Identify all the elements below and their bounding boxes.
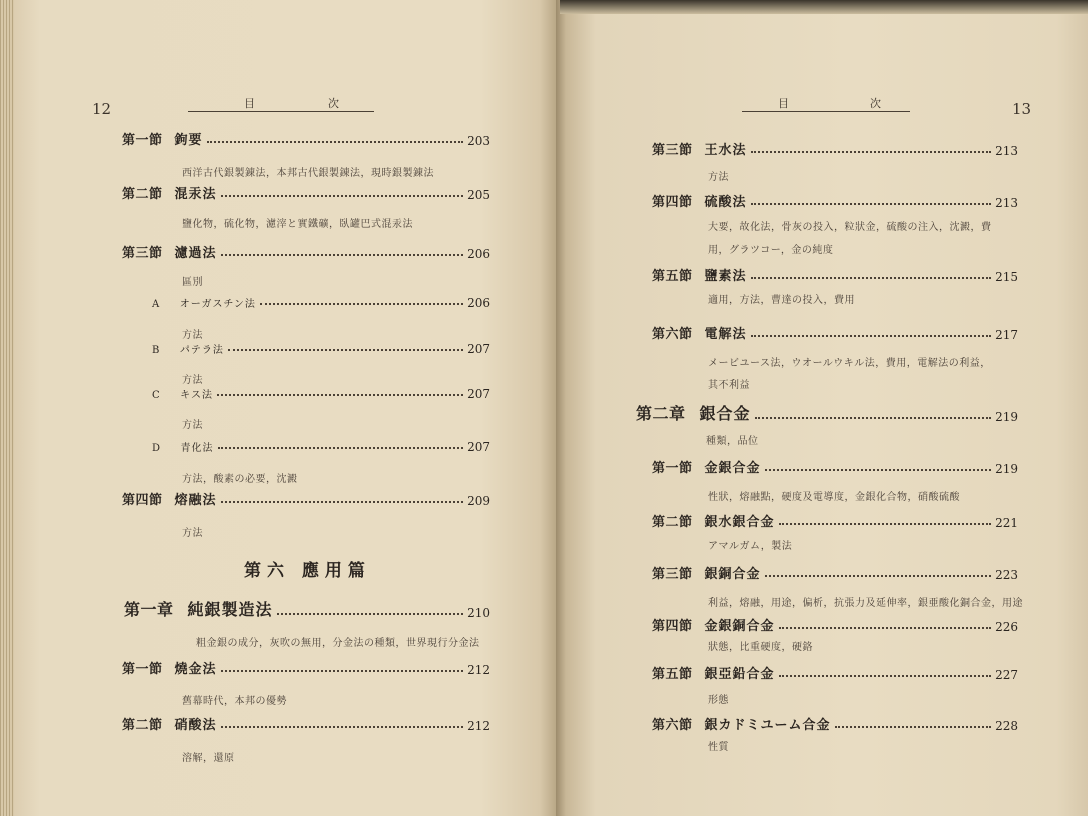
toc-entry-sub <box>152 432 490 454</box>
toc-entry-sec <box>652 320 1018 342</box>
toc-entry-chap <box>124 598 490 620</box>
entry-title: 鉤要 <box>174 133 203 148</box>
entry-note: 方法 <box>182 528 203 539</box>
toc-entry-sub <box>152 288 490 310</box>
entry-page-number: 203 <box>467 134 490 148</box>
entry-title: 青化法 <box>180 443 214 454</box>
entry-title: パテラ法 <box>179 345 224 356</box>
part-title: 第六 應用篇 <box>244 561 371 581</box>
entry-title: 銀合金 <box>699 404 751 423</box>
entry-page-number: 223 <box>995 568 1018 582</box>
toc-entry-sec <box>652 711 1018 733</box>
leader-dots <box>260 303 463 305</box>
entry-note: 粗金銀の成分，灰吹の無用，分金法の種類，世界現行分金法 <box>196 638 480 649</box>
leader-dots <box>218 447 464 449</box>
leader-dots <box>765 575 992 577</box>
leader-dots <box>835 726 992 728</box>
entry-note: 西洋古代銀製錬法，本邦古代銀製錬法，現時銀製錬法 <box>182 168 434 179</box>
entry-note: 大要，故化法，骨灰の投入，粒狀金，硫酸の注入，沈澱，費 <box>708 222 992 233</box>
entry-title: オーガスチン法 <box>179 299 256 310</box>
entry-note: 適用，方法，曹達の投入，費用 <box>708 295 855 306</box>
entry-title: 硝酸法 <box>174 718 217 733</box>
entry-note: 方法，酸素の必要，沈澱 <box>182 474 298 485</box>
toc-entry-sec <box>122 126 490 148</box>
entry-title: 銀銅合金 <box>704 567 761 582</box>
entry-title: 銀亞鉛合金 <box>704 667 775 682</box>
leader-dots <box>221 670 464 672</box>
entry-note: 性狀，熔融點，硬度及電導度，金銀化合物，硝酸硫酸 <box>708 492 960 503</box>
entry-note: 方法 <box>182 420 203 431</box>
entry-label: B <box>152 345 160 356</box>
toc-entry-sec <box>122 711 490 733</box>
entry-page-number: 221 <box>995 516 1018 530</box>
entry-page-number: 205 <box>467 188 490 202</box>
entry-page-number: 207 <box>467 387 490 401</box>
entry-title: 濾過法 <box>174 246 217 261</box>
leader-dots <box>751 335 992 337</box>
entry-title: 熔融法 <box>174 493 217 508</box>
entry-label: 第五節 <box>652 667 693 682</box>
entry-label: 第二節 <box>122 187 163 202</box>
entry-page-number: 228 <box>995 719 1018 733</box>
toc-entry-sub <box>152 334 490 356</box>
leader-dots <box>779 523 992 525</box>
entry-page-number: 217 <box>995 328 1018 342</box>
running-head-char: 次 <box>870 97 881 110</box>
entry-page-number: 210 <box>467 606 490 620</box>
entry-note: 種類，品位 <box>706 436 759 447</box>
entry-label: 第三節 <box>652 143 693 158</box>
entry-note: 溶解，還原 <box>182 753 235 764</box>
entry-page-number: 206 <box>467 247 490 261</box>
entry-note: 其不利益 <box>708 380 750 391</box>
entry-page-number: 219 <box>995 410 1018 424</box>
page-edges <box>0 0 14 816</box>
entry-note: 方法 <box>182 330 203 341</box>
entry-title: 銀水銀合金 <box>704 515 775 530</box>
leader-dots <box>221 195 464 197</box>
running-head-right <box>742 95 910 112</box>
leader-dots <box>221 726 464 728</box>
page-number-right: 13 <box>1012 100 1032 118</box>
entry-label: 第五節 <box>652 269 693 284</box>
running-head-char: 目 <box>244 97 255 110</box>
entry-title: 混汞法 <box>174 187 217 202</box>
entry-page-number: 212 <box>467 719 490 733</box>
leader-dots <box>207 141 464 143</box>
entry-label: 第一節 <box>122 662 163 677</box>
entry-page-number: 219 <box>995 462 1018 476</box>
toc-entry-sec <box>652 508 1018 530</box>
entry-label: 第二節 <box>122 718 163 733</box>
leader-dots <box>779 675 992 677</box>
page-number-left: 12 <box>92 100 112 118</box>
entry-label: 第二節 <box>652 515 693 530</box>
entry-label: 第一節 <box>122 133 163 148</box>
entry-note: 方法 <box>182 375 203 386</box>
entry-note: 舊幕時代，本邦の優勢 <box>182 696 287 707</box>
toc-entry-sec <box>652 660 1018 682</box>
entry-page-number: 213 <box>995 144 1018 158</box>
right-page <box>556 0 1088 816</box>
running-head-char: 次 <box>328 97 339 110</box>
leader-dots <box>221 254 464 256</box>
entry-page-number: 209 <box>467 494 490 508</box>
leader-dots <box>755 417 992 419</box>
entry-page-number: 213 <box>995 196 1018 210</box>
entry-label: 第六節 <box>652 327 693 342</box>
entry-title: 燒金法 <box>174 662 217 677</box>
entry-label: 第四節 <box>122 493 163 508</box>
entry-title: 硫酸法 <box>704 195 747 210</box>
entry-label: 第一節 <box>652 461 693 476</box>
leader-dots <box>751 203 992 205</box>
entry-note: 性質 <box>708 742 729 753</box>
toc-entry-sec <box>652 612 1018 634</box>
entry-label: 第三節 <box>652 567 693 582</box>
entry-label: 第四節 <box>652 195 693 210</box>
entry-page-number: 212 <box>467 663 490 677</box>
entry-note: 鹽化物，硫化物，濾滓と實鐵礦，臥罐巴式混汞法 <box>182 219 413 230</box>
leader-dots <box>765 469 992 471</box>
entry-title: 王水法 <box>704 143 747 158</box>
top-shadow <box>560 0 1088 14</box>
entry-title: 電解法 <box>704 327 747 342</box>
entry-note: 利益，熔融，用途，偏析，抗張力及延伸率，銀亜酸化銅合金，用途 <box>708 598 1023 609</box>
entry-title: キス法 <box>180 390 213 401</box>
entry-page-number: 207 <box>467 342 490 356</box>
entry-title: 鹽素法 <box>704 269 747 284</box>
toc-entry-sub <box>152 379 490 401</box>
toc-entry-sec <box>122 655 490 677</box>
entry-label: A <box>152 299 160 310</box>
entry-title: 銀カドミユーム合金 <box>704 718 831 733</box>
toc-entry-sec <box>122 486 490 508</box>
entry-note: メービユース法，ウオールウキル法，費用，電解法の利益， <box>708 358 991 369</box>
entry-title: 金銀銅合金 <box>704 619 775 634</box>
leader-dots <box>221 501 464 503</box>
entry-title: 純銀製造法 <box>187 600 273 619</box>
toc-entry-sec <box>652 188 1018 210</box>
leader-dots <box>779 627 992 629</box>
entry-page-number: 207 <box>467 440 490 454</box>
entry-note: 區別 <box>182 277 203 288</box>
entry-note: 形態 <box>708 695 729 706</box>
toc-entry-sec <box>652 560 1018 582</box>
entry-label: 第一章 <box>124 600 174 619</box>
entry-page-number: 215 <box>995 270 1018 284</box>
leader-dots <box>751 277 992 279</box>
leader-dots <box>277 613 464 615</box>
running-head-char: 目 <box>778 97 789 110</box>
entry-note: 狀態，比重硬度，硬鉻 <box>708 642 813 653</box>
entry-title: 金銀合金 <box>704 461 761 476</box>
entry-label: 第四節 <box>652 619 693 634</box>
entry-page-number: 206 <box>467 296 490 310</box>
leader-dots <box>751 151 992 153</box>
entry-label: 第三節 <box>122 246 163 261</box>
entry-page-number: 227 <box>995 668 1018 682</box>
entry-note: アマルガム，製法 <box>708 541 793 552</box>
entry-label: D <box>152 443 161 454</box>
toc-entry-sec <box>652 454 1018 476</box>
entry-label: C <box>152 390 161 401</box>
toc-entry-sec <box>122 180 490 202</box>
entry-note: 用，グラツコー，金の純度 <box>708 245 834 256</box>
entry-note: 方法 <box>708 172 729 183</box>
toc-entry-sec <box>652 136 1018 158</box>
toc-entry-chap <box>636 402 1018 424</box>
leader-dots <box>228 349 463 351</box>
toc-entry-sec <box>652 262 1018 284</box>
running-head-left <box>188 95 374 112</box>
leader-dots <box>217 394 463 396</box>
entry-page-number: 226 <box>995 620 1018 634</box>
entry-label: 第二章 <box>636 404 686 423</box>
toc-entry-sec <box>122 239 490 261</box>
entry-label: 第六節 <box>652 718 693 733</box>
